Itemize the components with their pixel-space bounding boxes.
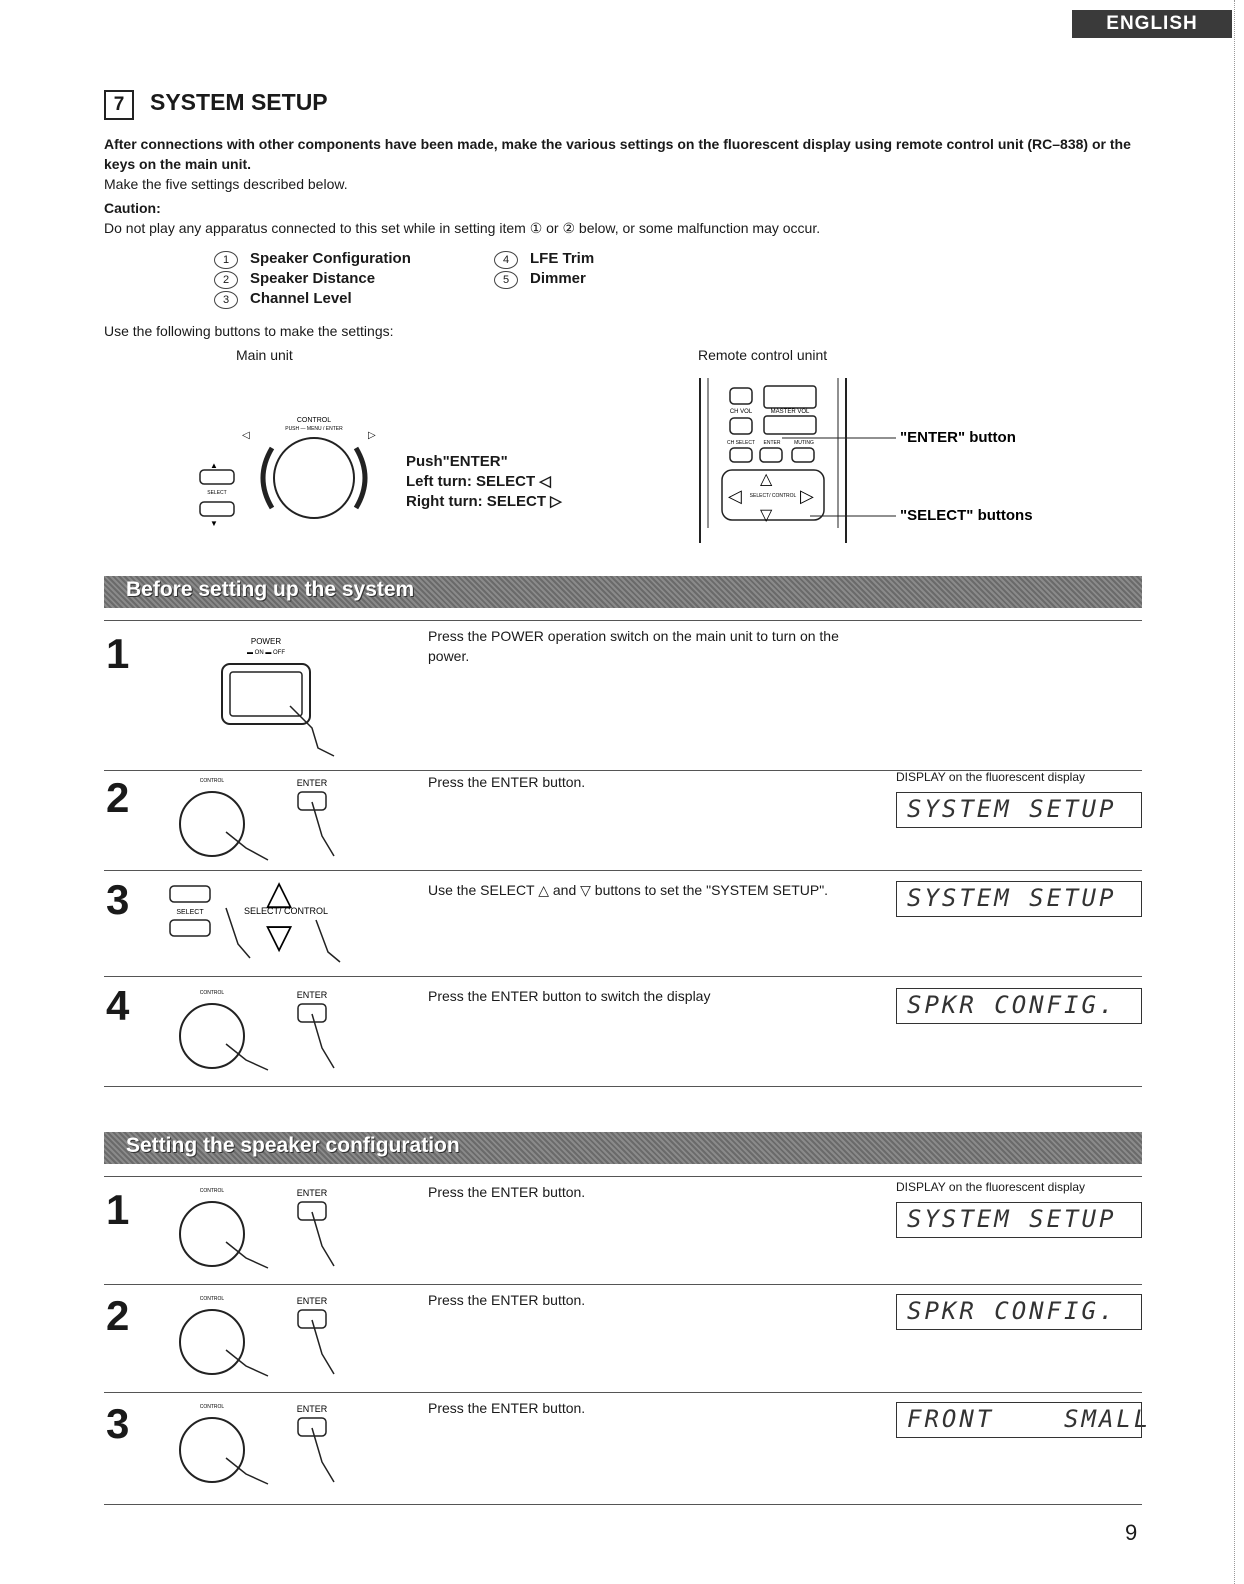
enter-label: ENTER (296, 1404, 328, 1414)
left-turn-text: Left turn: SELECT ◁ (406, 473, 551, 490)
ch-select-button[interactable] (730, 448, 752, 462)
display-text: FRONT SMALL (907, 1405, 1152, 1433)
step-number: 4 (106, 982, 130, 1029)
main-unit-label: Main unit (236, 347, 293, 363)
section-bar-before-setup (104, 576, 1142, 608)
item-label: Channel Level (250, 290, 352, 307)
down-arrow-icon[interactable]: ▽ (760, 507, 773, 524)
right-arc-arrow (356, 448, 365, 508)
item-label: Speaker Distance (250, 270, 376, 287)
control-sublabel: PUSH — MENU / ENTER (285, 426, 343, 432)
left-arrow-icon: ◁ (242, 430, 250, 441)
step-number: 1 (106, 630, 130, 677)
intro-block (104, 134, 1144, 238)
control-knob[interactable] (180, 1004, 244, 1068)
display-text: SPKR CONFIG. (907, 991, 1117, 1019)
control-knob[interactable] (180, 1202, 244, 1266)
enter-label: ENTER (296, 990, 328, 1000)
control-label: CONTROL (296, 417, 332, 424)
section-number: 7 (104, 90, 134, 120)
step-number: 2 (106, 1292, 130, 1339)
step-text: Press the ENTER button. (428, 1184, 586, 1200)
enter-label: ENTER (296, 1188, 328, 1198)
muting-button[interactable] (792, 448, 814, 462)
control-label: CONTROL (199, 1296, 225, 1302)
ch-vol-label: CH VOL (729, 409, 753, 415)
display-text: SYSTEM SETUP (907, 1205, 1117, 1233)
intro-bold: After connections with other components have been made, make the various settings on the fluorescent display using remote control unit (RC–838) or the keys on the main unit. (104, 136, 1131, 172)
divider (104, 1392, 1142, 1393)
item-label: LFE Trim (530, 250, 595, 267)
caution-label: Caution: (104, 200, 161, 216)
step-text: Press the ENTER button to switch the display (428, 988, 711, 1004)
remote-diagram (700, 378, 1150, 548)
power-switch[interactable] (222, 664, 310, 724)
control-knob[interactable] (180, 1310, 244, 1374)
hand-icon (226, 1458, 268, 1484)
master-vol-up-button[interactable] (764, 386, 816, 408)
step-text: Press the ENTER button. (428, 774, 586, 790)
setting-item (214, 289, 411, 309)
fluorescent-display (896, 1402, 1152, 1438)
section-bar-speaker-config (104, 1132, 1142, 1164)
triangle-up-icon: ▲ (210, 461, 218, 470)
enter-knob-illustration (176, 1296, 376, 1388)
control-label: CONTROL (199, 1188, 225, 1194)
finger-icon (316, 920, 340, 962)
ch-vol-up-button[interactable] (730, 388, 752, 404)
section-title: SYSTEM SETUP (150, 89, 328, 115)
left-arrow-icon[interactable]: ◁ (728, 486, 742, 506)
buttons-intro: Use the following buttons to make the settings: (104, 323, 394, 339)
item-label: Speaker Configuration (250, 250, 411, 267)
enter-button[interactable] (298, 792, 326, 810)
setting-item (494, 269, 594, 289)
hand-icon (226, 1242, 268, 1268)
display-text: SYSTEM SETUP (907, 884, 1117, 912)
page-number: 9 (1125, 1520, 1138, 1545)
item-number: 2 (214, 271, 238, 289)
power-sublabel: ▬ ON ▬ OFF (247, 650, 285, 656)
divider (104, 1504, 1142, 1505)
power-switch-face (230, 672, 302, 716)
select-control-label: SELECT/ CONTROL (749, 493, 797, 499)
up-arrow-icon[interactable]: △ (266, 874, 293, 912)
fluorescent-display (896, 988, 1142, 1024)
divider (104, 870, 1142, 871)
display-text: SPKR CONFIG. (907, 1297, 1117, 1325)
hand-icon (226, 1350, 268, 1376)
enter-knob-illustration (176, 776, 376, 868)
section-bar-title: Before setting up the system (126, 578, 415, 601)
up-arrow-icon[interactable]: △ (760, 471, 773, 488)
control-knob[interactable] (180, 792, 244, 856)
setting-item (214, 269, 411, 289)
enter-label: ENTER (296, 1296, 328, 1306)
display-label: DISPLAY on the fluorescent display (896, 1180, 1085, 1194)
enter-knob-illustration (176, 1188, 376, 1280)
enter-small-label: ENTER (763, 440, 781, 446)
step-number: 2 (106, 774, 130, 821)
display-text: SYSTEM SETUP (907, 795, 1117, 823)
remote-label: Remote control unint (698, 347, 828, 363)
main-unit-instructions (406, 452, 562, 512)
step-text: Press the POWER operation switch on the main unit to turn on the power. (428, 628, 839, 664)
push-enter-text: Push"ENTER" (406, 453, 508, 470)
enter-knob-illustration (176, 990, 376, 1082)
left-arc-arrow (263, 448, 272, 508)
select-up-button[interactable] (170, 886, 210, 902)
hand-icon (226, 832, 268, 860)
hand-icon (226, 1044, 268, 1070)
control-knob[interactable] (180, 1418, 244, 1482)
control-label: CONTROL (199, 1404, 225, 1410)
select-down-button[interactable] (200, 502, 234, 516)
power-label: POWER (250, 637, 282, 646)
select-up-button[interactable] (200, 470, 234, 484)
triangle-down-icon: ▼ (210, 519, 218, 528)
down-arrow-icon[interactable]: ▽ (266, 918, 293, 956)
item-number: 3 (214, 291, 238, 309)
fluorescent-display (896, 881, 1142, 917)
select-down-button[interactable] (170, 920, 210, 936)
enter-knob-illustration (176, 1404, 376, 1496)
setting-item (214, 249, 411, 269)
ch-select-label: CH SELECT (726, 440, 756, 446)
divider (104, 620, 1142, 621)
remote-enter-button[interactable] (760, 448, 782, 462)
margin-rule (1234, 0, 1236, 1584)
right-arrow-icon: ▷ (368, 430, 376, 441)
enter-label: ENTER (296, 778, 328, 788)
divider (104, 976, 1142, 977)
section-bar-title: Setting the speaker configuration (126, 1134, 460, 1157)
finger-icon (290, 706, 334, 756)
enter-button[interactable] (298, 1418, 326, 1436)
select-buttons-illustration (166, 874, 376, 964)
item-number: 5 (494, 271, 518, 289)
step-text: Press the ENTER button. (428, 1400, 586, 1416)
control-knob[interactable] (274, 438, 354, 518)
divider (104, 1284, 1142, 1285)
item-number: 4 (494, 251, 518, 269)
settings-list-right (494, 249, 594, 289)
select-label: SELECT (207, 490, 227, 496)
control-label: CONTROL (199, 778, 225, 784)
select-control-label: SELECT/ CONTROL (243, 906, 329, 916)
caution-text: Do not play any apparatus connected to this set while in setting item ① or ② below, or some malfunction may occur. (104, 220, 821, 236)
setting-item (494, 249, 594, 269)
control-label: CONTROL (199, 990, 225, 996)
right-arrow-icon[interactable]: ▷ (800, 486, 814, 506)
main-unit-diagram (196, 410, 376, 540)
intro-line: Make the five settings described below. (104, 176, 348, 192)
enter-button[interactable] (298, 1310, 326, 1328)
step-text: Press the ENTER button. (428, 1292, 586, 1308)
language-tab: ENGLISH (1072, 10, 1232, 38)
item-label: Dimmer (530, 270, 586, 287)
power-switch-illustration (216, 636, 366, 760)
step-number: 3 (106, 1400, 130, 1447)
ch-vol-down-button[interactable] (730, 418, 752, 434)
fluorescent-display (896, 1294, 1142, 1330)
display-label: DISPLAY on the fluorescent display (896, 770, 1085, 784)
fluorescent-display (896, 792, 1142, 828)
select-callout: "SELECT" buttons (900, 507, 1033, 524)
master-vol-down-button[interactable] (764, 416, 816, 434)
enter-callout: "ENTER" button (900, 429, 1016, 446)
step-number: 3 (106, 876, 130, 923)
settings-list-left (214, 249, 411, 309)
fluorescent-display (896, 1202, 1142, 1238)
muting-label: MUTING (794, 440, 814, 446)
enter-button[interactable] (298, 1004, 326, 1022)
right-turn-text: Right turn: SELECT ▷ (406, 493, 562, 510)
enter-button[interactable] (298, 1202, 326, 1220)
divider (104, 1086, 1142, 1087)
step-number: 1 (106, 1186, 130, 1233)
master-vol-label: MASTER VOL (770, 409, 810, 415)
item-number: 1 (214, 251, 238, 269)
step-text: Use the SELECT △ and ▽ buttons to set the "SYSTEM SETUP". (428, 882, 829, 898)
select-label: SELECT (176, 909, 204, 916)
divider (104, 1176, 1142, 1177)
